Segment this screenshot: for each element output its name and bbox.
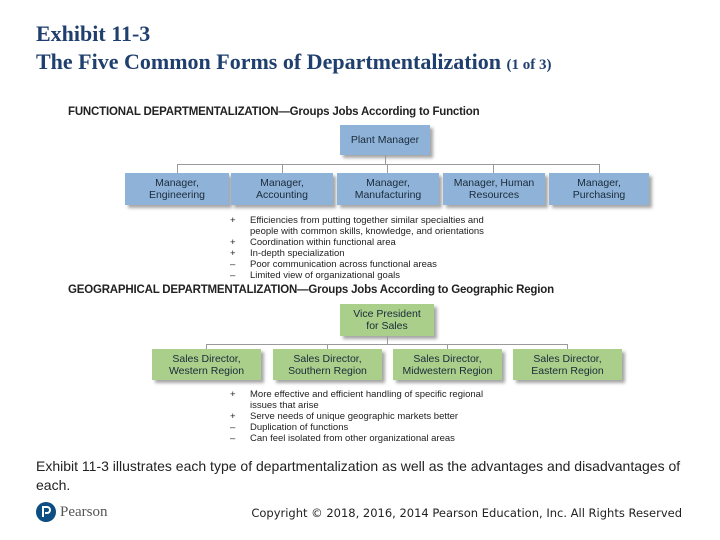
manager-engineering-box: [125, 173, 229, 205]
bullet-text: Coordination within functional area: [250, 237, 396, 248]
bullet-row: [230, 422, 483, 433]
bullet-row: [230, 259, 484, 270]
bullet-row: [230, 270, 484, 281]
pearson-p-icon: [36, 502, 56, 522]
title-main: The Five Common Forms of Departmentalization: [36, 49, 501, 74]
plant-manager-label: Plant Manager: [350, 134, 420, 146]
geographical-branch-line: [206, 344, 568, 345]
bullet-sign: –: [230, 422, 236, 433]
vice-president-box: [340, 304, 434, 336]
bullet-row: [230, 400, 483, 411]
sales-southern-label: Sales Director, Southern Region: [288, 352, 367, 377]
functional-drop-5: [599, 164, 600, 173]
bullet-sign: +: [230, 248, 236, 259]
title-suffix: (1 of 3): [506, 57, 552, 73]
manager-accounting-label: Manager, Accounting: [256, 177, 308, 201]
bullet-sign: –: [230, 259, 236, 270]
bullet-text: Limited view of organizational goals: [250, 270, 400, 281]
bullet-text: In-depth specialization: [250, 248, 345, 259]
geographical-pros-cons: [230, 389, 483, 444]
manager-manufacturing-box: [337, 173, 439, 205]
geographical-trunk-line: [387, 336, 388, 344]
bullet-text: Serve needs of unique geographic markets better: [250, 411, 459, 422]
bullet-sign: +: [230, 237, 236, 248]
sales-eastern-box: [513, 349, 622, 380]
bullet-row: [230, 389, 483, 400]
bullet-sign: +: [230, 389, 236, 400]
functional-drop-1: [177, 164, 178, 173]
sales-midwestern-box: [393, 349, 502, 380]
slide-caption: Exhibit 11-3 illustrates each type of departmentalization as well as the advantages and disadvantages of each.: [36, 458, 681, 493]
copyright-notice: Copyright © 2018, 2016, 2014 Pearson Education, Inc. All Rights Reserved: [251, 506, 682, 520]
slide-title: [36, 20, 551, 79]
bullet-sign: [230, 226, 250, 237]
functional-drop-4: [493, 164, 494, 173]
geographical-heading: GEOGRAPHICAL DEPARTMENTALIZATION—Groups Jobs According to Geographic Region: [68, 284, 554, 296]
bullet-text: Can feel isolated from other organizational areas: [250, 433, 455, 444]
bullet-sign: +: [230, 411, 236, 422]
functional-branch-line: [177, 164, 599, 165]
functional-drop-2: [282, 164, 283, 173]
bullet-row: [230, 226, 484, 237]
sales-western-label: Sales Director, Western Region: [168, 352, 245, 377]
sales-western-box: [152, 349, 261, 380]
bullet-text: issues that arise: [250, 400, 319, 411]
bullet-text: Efficiencies from putting together similar specialties and: [250, 215, 484, 226]
bullet-row: [230, 411, 483, 422]
pearson-logo: [36, 502, 108, 522]
title-line-2: [36, 48, 551, 79]
functional-drop-3: [387, 164, 388, 173]
bullet-text: people with common skills, knowledge, and orientations: [250, 226, 484, 237]
bullet-row: [230, 433, 483, 444]
manager-accounting-box: [231, 173, 333, 205]
manager-human-resources-box: [443, 173, 545, 205]
bullet-text: Poor communication across functional areas: [250, 259, 437, 270]
title-line-1: Exhibit 11-3: [36, 21, 151, 46]
manager-purchasing-box: [549, 173, 649, 205]
bullet-row: [230, 248, 484, 259]
bullet-row: [230, 215, 484, 226]
manager-manufacturing-label: Manager, Manufacturing: [354, 177, 422, 201]
bullet-text: More effective and efficient handling of specific regional: [250, 389, 484, 400]
pearson-wordmark: Pearson: [60, 503, 108, 520]
bullet-sign: –: [230, 270, 236, 281]
bullet-sign: [230, 400, 250, 411]
functional-heading: FUNCTIONAL DEPARTMENTALIZATION—Groups Jobs According to Function: [68, 106, 480, 118]
manager-human-resources-label: Manager, Human Resources: [453, 177, 535, 201]
bullet-sign: –: [230, 433, 236, 444]
bullet-sign: +: [230, 215, 236, 226]
vice-president-label: Vice President for Sales: [353, 308, 421, 332]
manager-purchasing-label: Manager, Purchasing: [572, 177, 626, 201]
sales-midwestern-label: Sales Director, Midwestern Region: [402, 352, 493, 377]
sales-eastern-label: Sales Director, Eastern Region: [531, 352, 604, 377]
sales-southern-box: [273, 349, 382, 380]
manager-engineering-label: Manager, Engineering: [148, 177, 206, 201]
functional-pros-cons: [230, 215, 484, 281]
bullet-text: Duplication of functions: [250, 422, 349, 433]
functional-trunk-line: [385, 155, 386, 164]
bullet-row: [230, 237, 484, 248]
plant-manager-box: [340, 125, 430, 155]
